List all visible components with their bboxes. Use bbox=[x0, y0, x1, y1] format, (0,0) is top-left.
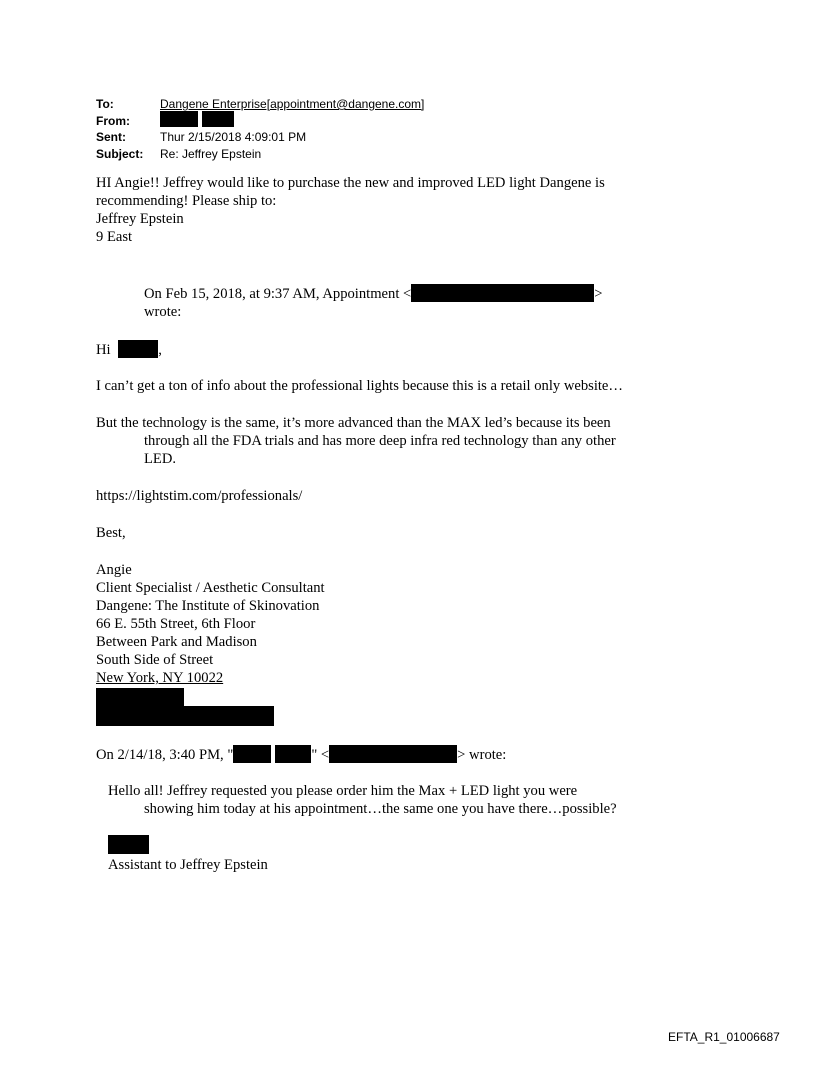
closing: Best, bbox=[96, 525, 126, 541]
quote2-signature: Assistant to Jeffrey Epstein bbox=[108, 857, 268, 873]
to-value: Dangene Enterprise[appointment@dangene.com] bbox=[160, 97, 425, 111]
attribution-text: " < bbox=[311, 747, 330, 763]
sig-address: 66 E. 55th Street, 6th Floor bbox=[96, 616, 256, 632]
attribution-wrote: wrote: bbox=[144, 304, 182, 320]
redaction-block bbox=[96, 706, 274, 726]
sig-address: Between Park and Madison bbox=[96, 634, 257, 650]
redaction-block bbox=[160, 111, 198, 127]
attribution-text: > wrote: bbox=[457, 747, 507, 763]
para-line: LED. bbox=[144, 451, 177, 467]
redaction-block bbox=[233, 745, 271, 763]
reply-line: recommending! Please ship to: bbox=[96, 193, 277, 209]
quote1-para2 bbox=[96, 414, 696, 468]
from-row bbox=[96, 113, 424, 130]
quote1-greeting bbox=[96, 340, 162, 359]
redaction-block bbox=[108, 835, 149, 854]
redaction-block bbox=[118, 340, 158, 358]
sig-name: Angie bbox=[96, 562, 132, 578]
sig-company: Dangene: The Institute of Skinovation bbox=[96, 598, 320, 614]
subject-label: Subject: bbox=[96, 146, 144, 161]
attribution-text: On 2/14/18, 3:40 PM, " bbox=[96, 747, 234, 763]
sent-label: Sent: bbox=[96, 130, 126, 144]
reply-line: HI Angie!! Jeffrey would like to purchase the new and improved LED light Dangene is bbox=[96, 175, 605, 191]
to-row bbox=[96, 96, 424, 113]
attribution-text: > bbox=[594, 286, 603, 302]
greeting-text: , bbox=[158, 342, 162, 358]
sig-address: South Side of Street bbox=[96, 652, 214, 668]
quote1-para1: I can’t get a ton of info about the professional lights because this is a retail only website… bbox=[96, 378, 623, 394]
document-id: EFTA_R1_01006687 bbox=[668, 1030, 780, 1044]
quote1-attribution bbox=[144, 284, 603, 321]
subject-row bbox=[96, 146, 424, 163]
attribution-text: On Feb 15, 2018, at 9:37 AM, Appointment < bbox=[144, 286, 412, 302]
redaction-block bbox=[202, 111, 234, 127]
redaction-block bbox=[96, 688, 184, 708]
email-header bbox=[96, 96, 424, 162]
reply-line: Jeffrey Epstein bbox=[96, 211, 184, 227]
para-line: through all the FDA trials and has more deep infra red technology than any other bbox=[144, 433, 616, 449]
from-label: From: bbox=[96, 113, 130, 128]
redaction-block bbox=[275, 745, 311, 763]
greeting-text: Hi bbox=[96, 342, 111, 358]
redaction-block bbox=[411, 284, 594, 302]
quote2-body bbox=[108, 782, 728, 818]
to-label: To: bbox=[96, 97, 114, 111]
lightstim-link[interactable]: https://lightstim.com/professionals/ bbox=[96, 488, 303, 504]
quote2-attribution bbox=[96, 745, 506, 764]
reply-line: 9 East bbox=[96, 229, 133, 245]
body-line: showing him today at his appointment…the same one you have there…possible? bbox=[144, 801, 617, 817]
body-line: Hello all! Jeffrey requested you please order him the Max + LED light you were bbox=[108, 783, 578, 799]
subject-value: Re: Jeffrey Epstein bbox=[160, 146, 262, 161]
reply-body bbox=[96, 174, 605, 246]
sig-city: New York, NY 10022 bbox=[96, 670, 224, 686]
sent-value: Thur 2/15/2018 4:09:01 PM bbox=[160, 130, 307, 144]
para-line: But the technology is the same, it’s more advanced than the MAX led’s because its been bbox=[96, 415, 611, 431]
redaction-block bbox=[329, 745, 457, 763]
sig-title: Client Specialist / Aesthetic Consultant bbox=[96, 580, 325, 596]
signature-block bbox=[96, 561, 325, 687]
sent-row bbox=[96, 129, 424, 146]
